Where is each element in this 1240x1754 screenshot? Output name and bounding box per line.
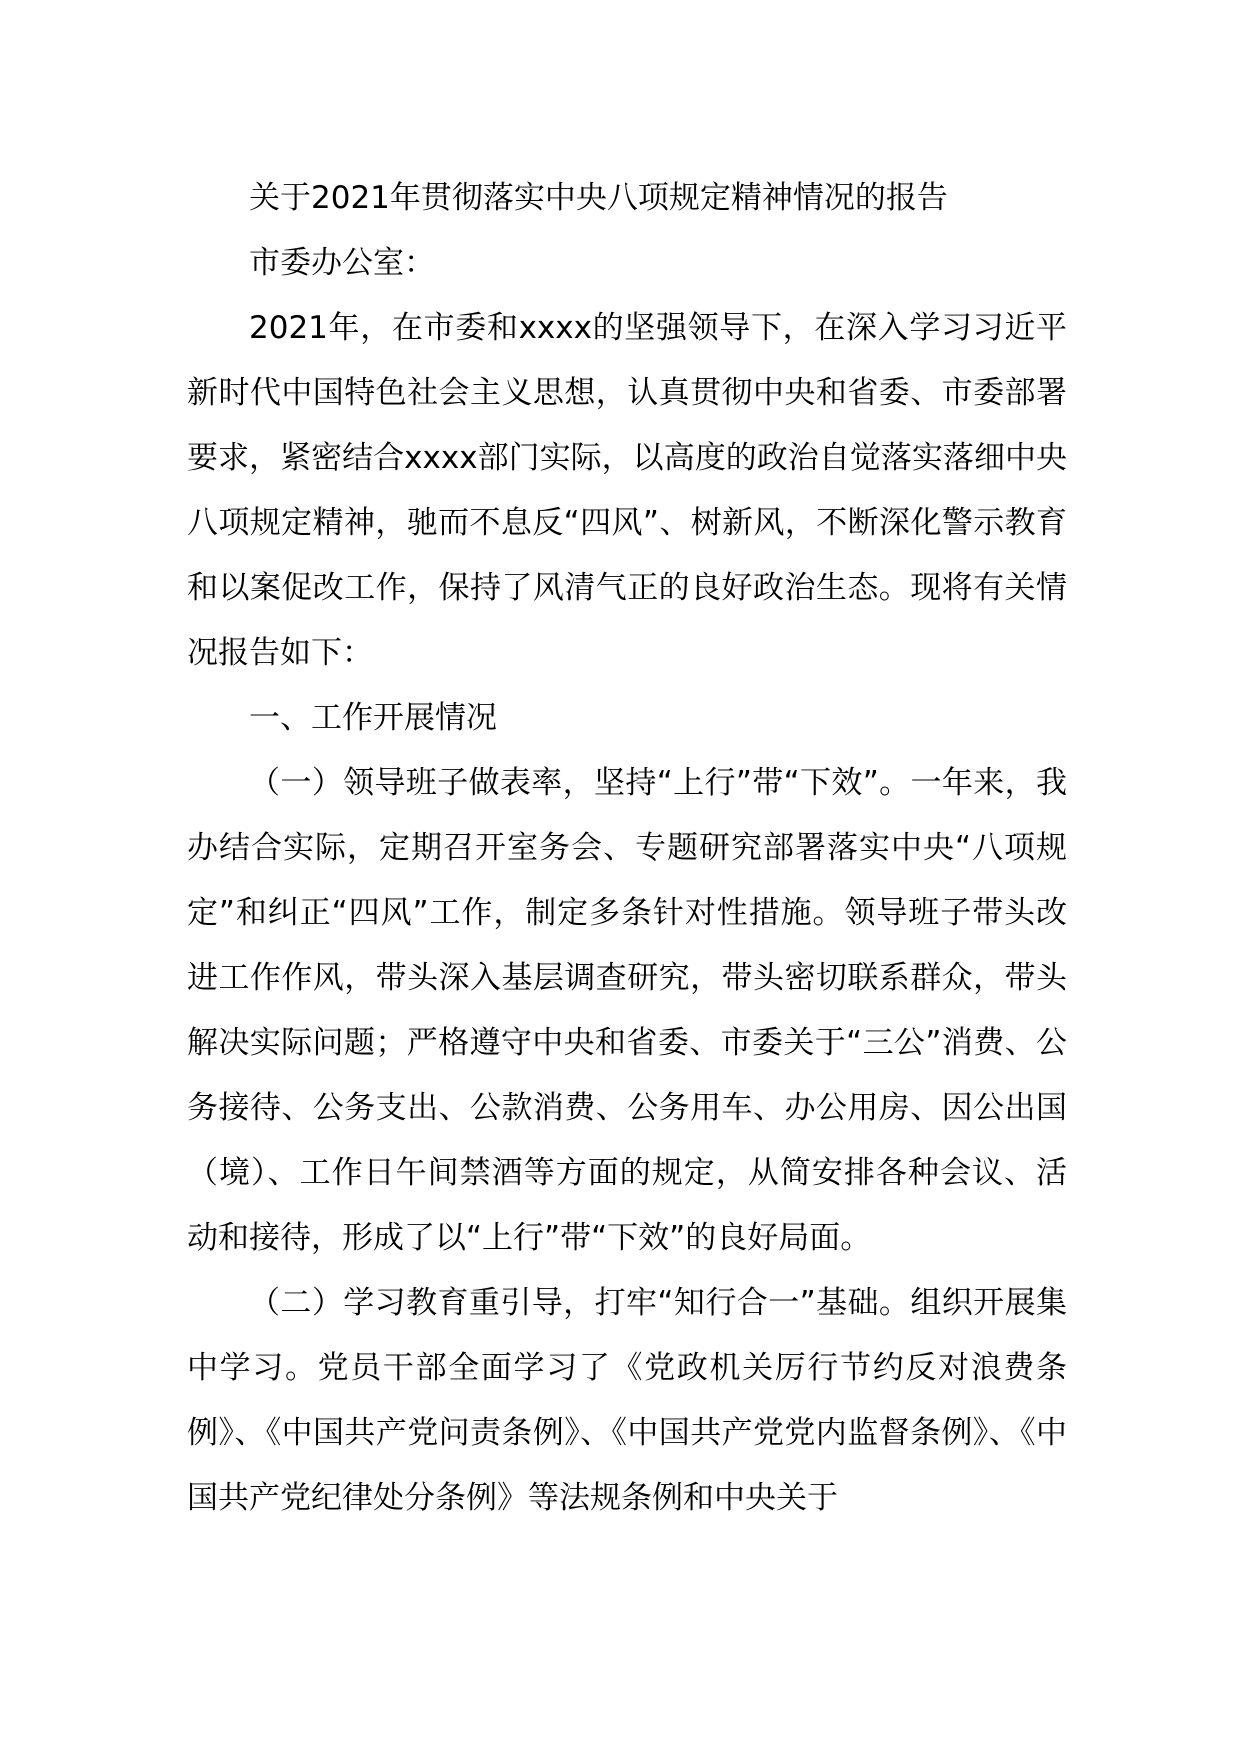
paragraph-subsection-2: （二）学习教育重引导，打牢“知行合一”基础。组织开展集中学习。党员干部全面学习了《党政机关厉行节约反对浪费条例》、《中国共产党问责条例》、《中国共产党党内监督条例》、《中国共产党纪律处分条例》等法规条例和中央关于 <box>187 1285 1067 1516</box>
document-body <box>187 166 1067 1531</box>
document-recipient: 市委办公室： <box>249 245 435 281</box>
section-heading-1: 一、工作开展情况 <box>249 700 497 736</box>
paragraph-intro: 2021年，在市委和xxxx的坚强领导下，在深入学习习近平新时代中国特色社会主义思想，认真贯彻中央和省委、市委部署要求，紧密结合xxxx部门实际，以高度的政治自觉落实落细中央八项规定精神，驰而不息反“四风”、树新风，不断深化警示教育和以案促改工作，保持了风清气正的良好政治生态。现将有关情况报告如下： <box>187 310 1067 671</box>
paragraph-subsection-1: （一）领导班子做表率，坚持“上行”带“下效”。一年来，我办结合实际，定期召开室务会、专题研究部署落实中央“八项规定”和纠正“四风”工作，制定多条针对性措施。领导班子带头改进工作作风，带头深入基层调查研究，带头密切联系群众，带头解决实际问题；严格遵守中央和省委、市委关于“三公”消费、公务接待、公务支出、公款消费、公务用车、办公用房、因公出国（境）、工作日午间禁酒等方面的规定，从简安排各种会议、活动和接待，形成了以“上行”带“下效”的良好局面。 <box>187 765 1067 1256</box>
document-title: 关于2021年贯彻落实中央八项规定精神情况的报告 <box>249 180 948 216</box>
